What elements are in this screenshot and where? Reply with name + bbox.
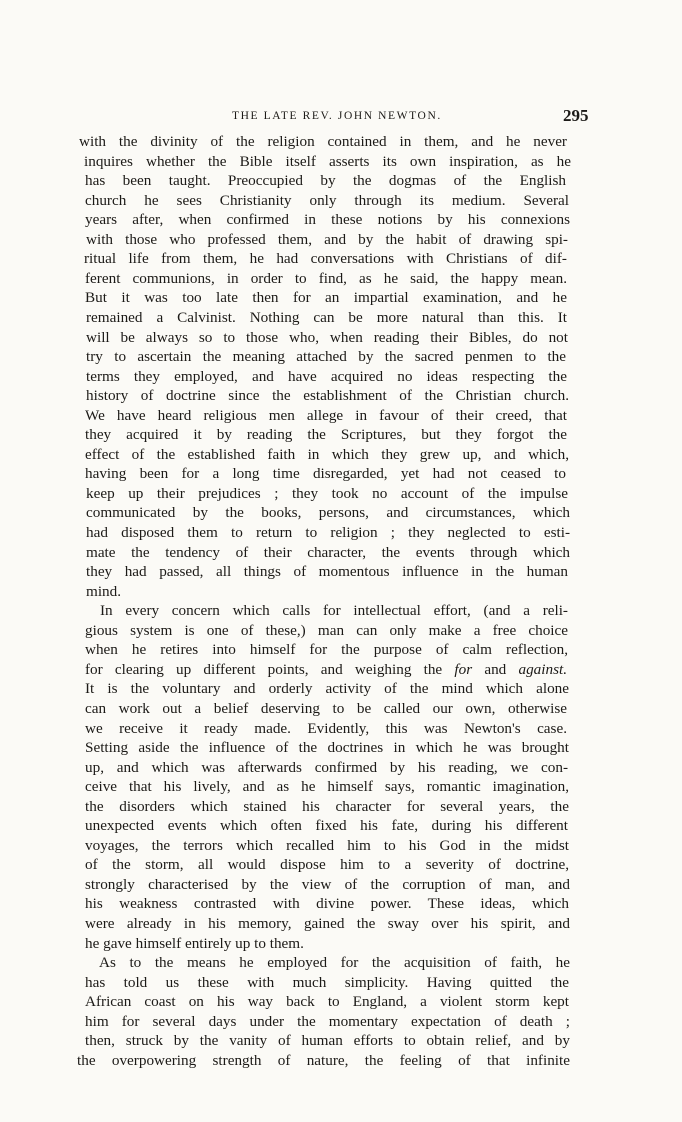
text-line: gious system is one of these,) man can only make a free choice <box>85 622 568 639</box>
text-line: It is the voluntary and orderly activity of the mind which alone <box>85 680 569 697</box>
text-line: voyages, the terrors which recalled him to his God in the midst <box>85 837 569 854</box>
text-line: having been for a long time disregarded, yet had not ceased to <box>85 465 566 482</box>
text-line: his weakness contrasted with divine power. These ideas, which <box>85 895 569 912</box>
text-line: strongly characterised by the view of the corruption of man, and <box>85 876 570 893</box>
text-line: we receive it ready made. Evidently, this was Newton's case. <box>85 720 567 737</box>
text-line: terms they employed, and have acquired no ideas respecting the <box>86 368 567 385</box>
text-line: communicated by the books, persons, and circumstances, which <box>86 504 570 521</box>
text-line: can work out a belief deserving to be called our own, otherwise <box>85 700 567 717</box>
text-line: the disorders which stained his character for several years, the <box>85 798 569 815</box>
text-line: unexpected events which often fixed his fate, during his different <box>85 817 568 834</box>
text-line: ritual life from them, he had conversations with Christians of dif- <box>84 250 567 267</box>
text-line: ceive that his lively, and as he himself says, romantic imagination, <box>85 778 569 795</box>
text-line: had disposed them to return to religion ; they neglected to esti- <box>86 524 570 541</box>
text-line: try to ascertain the meaning attached by the sacred penmen to the <box>86 348 566 365</box>
text-line: history of doctrine since the establishment of the Christian church. <box>86 387 569 404</box>
text-line: with those who professed them, and by the habit of drawing spi- <box>86 231 568 248</box>
text-line: African coast on his way back to England, a violent storm kept <box>85 993 569 1010</box>
text-line: up, and which was afterwards confirmed by his reading, we con- <box>85 759 568 776</box>
text-line: then, struck by the vanity of human efforts to obtain relief, and by <box>85 1032 570 1049</box>
text-line: years after, when confirmed in these notions by his connexions <box>85 211 570 228</box>
text-line: But it was too late then for an impartial examination, and he <box>85 289 567 306</box>
text-line: the overpowering strength of nature, the feeling of that infinite <box>77 1052 570 1069</box>
text-line: church he sees Christianity only through its medium. Several <box>85 192 569 209</box>
page-number: 295 <box>563 106 589 125</box>
text-line: mind. <box>86 583 122 600</box>
text-line: effect of the established faith in which they grew up, and which, <box>85 446 569 463</box>
text-line: ferent communions, in order to find, as he said, the happy mean. <box>85 270 567 287</box>
text-line: has told us these with much simplicity. Having quitted the <box>85 974 569 991</box>
text-line: mate the tendency of their character, the events through which <box>86 544 570 561</box>
text-line: has been taught. Preoccupied by the dogmas of the English <box>85 172 566 189</box>
text-line: of the storm, all would dispose him to a severity of doctrine, <box>85 856 569 873</box>
text-line: for clearing up different points, and weighing the for and against. <box>85 661 567 678</box>
text-line: inquires whether the Bible itself asserts its own inspiration, as he <box>84 153 571 170</box>
text-line: keep up their prejudices ; they took no account of the impulse <box>86 485 568 502</box>
text-line: In every concern which calls for intellectual effort, (and a reli- <box>100 602 568 619</box>
text-line: remained a Calvinist. Nothing can be more natural than this. It <box>86 309 567 326</box>
text-line: him for several days under the momentary expectation of death ; <box>85 1013 570 1030</box>
running-head <box>0 108 682 130</box>
text-line: when he retires into himself for the purpose of calm reflection, <box>85 641 568 658</box>
running-title: THE LATE REV. JOHN NEWTON. <box>232 110 442 122</box>
text-line: As to the means he employed for the acquisition of faith, he <box>99 954 570 971</box>
text-line: were already in his memory, gained the sway over his spirit, and <box>85 915 570 932</box>
text-line: they had passed, all things of momentous influence in the human <box>86 563 568 580</box>
text-line: will be always so to those who, when reading their Bibles, do not <box>86 329 568 346</box>
text-line: We have heard religious men allege in favour of their creed, that <box>85 407 567 424</box>
text-line: with the divinity of the religion contained in them, and he never <box>79 133 567 150</box>
text-line: Setting aside the influence of the doctrines in which he was brought <box>85 739 569 756</box>
text-line: he gave himself entirely up to them. <box>85 935 304 952</box>
text-line: they acquired it by reading the Scriptures, but they forgot the <box>85 426 567 443</box>
